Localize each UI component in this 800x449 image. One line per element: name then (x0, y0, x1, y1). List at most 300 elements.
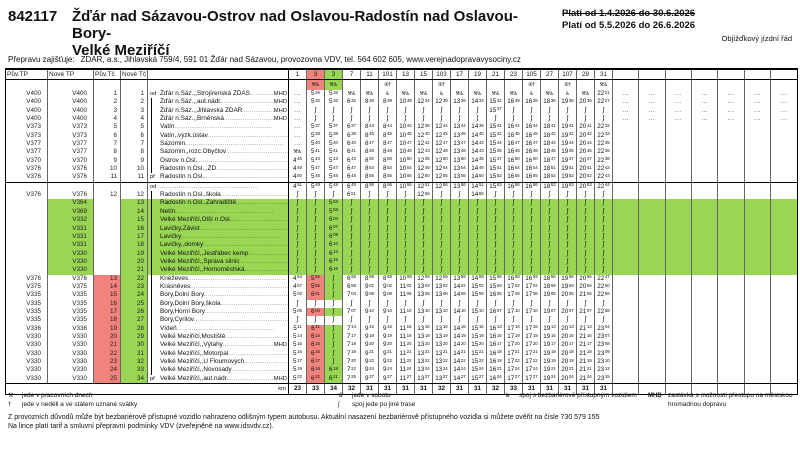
empty-cell (745, 300, 771, 308)
time-cell (541, 250, 559, 258)
wavy-line-icon: ∫ (440, 224, 443, 232)
empty-cell (692, 107, 718, 115)
empty-cell (692, 308, 718, 316)
wavy-line-icon: ∫ (548, 216, 551, 224)
wavy-line-icon: ∫ (458, 232, 461, 240)
time-cell: $8^{48}$ (379, 148, 397, 156)
wavy-line-icon: ∫ (476, 299, 479, 307)
time-cell: $12^{59}$ (433, 275, 451, 283)
time-cell: $22^{44}$ (595, 183, 613, 191)
time-cell: $13^{39}$ (451, 98, 469, 106)
saturday-sunday-icon: ⑥† (384, 82, 391, 88)
time-cell (415, 258, 433, 266)
time-cell: $15^{52}$ (487, 173, 505, 181)
wavy-line-icon: ∫ (584, 249, 587, 257)
empty-cell (666, 366, 692, 374)
time-cell (397, 250, 415, 258)
workdays-wheelchair-icon: ⚒♿ (473, 91, 482, 97)
time-cell: $20^{07}$ (559, 308, 577, 316)
time-cell: $13^{19}$ (433, 333, 451, 341)
wavy-line-icon: ∫ (314, 224, 317, 232)
empty-cell (639, 107, 665, 115)
original-stop-number: 25 (94, 375, 121, 383)
route-line (151, 266, 152, 274)
wavy-line-icon: ∫ (296, 241, 299, 249)
time-cell: $8^{47}$ (361, 140, 379, 148)
wavy-line-icon: ∫ (512, 241, 515, 249)
original-tp-cell: V370 (6, 157, 48, 165)
time-cell: $8^{45}$ (361, 132, 379, 140)
wavy-line-icon: ∫ (602, 266, 605, 274)
time-cell (433, 115, 451, 123)
empty-cell (718, 80, 744, 90)
wavy-line-icon: ∫ (296, 191, 299, 199)
wavy-line-icon: ∫ (314, 191, 317, 199)
empty-cell (692, 258, 718, 266)
trip-number: 15 (415, 70, 433, 79)
empty-cell (771, 98, 797, 106)
time-cell (451, 115, 469, 123)
wavy-line-icon: ∫ (512, 316, 515, 324)
empty-cell (771, 325, 797, 333)
wavy-line-icon: ∫ (386, 224, 389, 232)
time-cell (289, 241, 307, 249)
continuation-dots: ... (701, 91, 708, 97)
empty-cell (639, 375, 665, 383)
new-tp-cell: V369 (48, 208, 94, 216)
time-cell: $20^{16}$ (559, 333, 577, 341)
wavy-line-icon: ∫ (440, 299, 443, 307)
empty-cell (639, 316, 665, 324)
empty-cell (692, 350, 718, 358)
time-cell: $13^{08}$ (415, 291, 433, 299)
wavy-line-icon: ∫ (458, 266, 461, 274)
empty-cell (666, 183, 692, 191)
wavy-line-icon: ∫ (314, 266, 317, 274)
time-cell (307, 225, 325, 233)
wavy-line-icon: ∫ (404, 224, 407, 232)
wavy-line-icon: ∫ (512, 232, 515, 240)
route-line (151, 98, 152, 106)
time-cell: $16^{50}$ (523, 157, 541, 165)
time-cell: $10^{45}$ (397, 132, 415, 140)
dot-leader (248, 250, 288, 258)
empty-cell (692, 300, 718, 308)
time-cell (361, 115, 379, 123)
time-cell (325, 107, 343, 115)
new-stop-number: 7 (121, 140, 148, 148)
new-stop-number: 13 (121, 199, 148, 207)
wavy-line-icon: ∫ (332, 332, 335, 340)
time-cell (361, 266, 379, 274)
time-cell (541, 107, 559, 115)
time-cell: $14^{42}$ (469, 140, 487, 148)
trip-number: 3 (307, 70, 325, 79)
time-cell: $12^{40}$ (415, 132, 433, 140)
route-prefix (148, 350, 159, 358)
empty-cell (745, 183, 771, 191)
stop-name-cell (159, 233, 289, 241)
wavy-line-icon: ∫ (530, 207, 533, 215)
dot-leader (174, 123, 288, 131)
time-cell: $15^{32}$ (487, 98, 505, 106)
time-cell: $12^{48}$ (433, 148, 451, 156)
new-tp-cell: V330 (48, 341, 94, 349)
new-stop-number: 17 (121, 233, 148, 241)
empty-trip-header (613, 70, 639, 79)
wavy-line-icon: ∫ (458, 106, 461, 114)
time-cell (379, 250, 397, 258)
time-cell: $5^{41}$ (307, 148, 325, 156)
stop-name-cell (159, 165, 289, 173)
time-cell (541, 216, 559, 224)
wavy-line-icon: ∫ (494, 115, 497, 123)
continuation-dots: ... (648, 107, 656, 114)
time-cell: $23^{10}$ (595, 358, 613, 366)
time-cell: $6^{16}$ (307, 350, 325, 358)
time-cell: $6^{48}$ (343, 173, 361, 181)
empty-cell (613, 80, 639, 90)
time-cell (595, 191, 613, 199)
time-cell: $18^{53}$ (541, 183, 559, 191)
empty-cell (613, 98, 639, 106)
time-cell (361, 250, 379, 258)
wavy-line-icon: ∫ (530, 106, 533, 114)
time-cell (433, 225, 451, 233)
wavy-line-icon: ∫ (368, 232, 371, 240)
empty-cell (639, 241, 665, 249)
new-stop-number: 10 (121, 165, 148, 173)
stop-name-cell (159, 308, 289, 316)
time-cell (505, 258, 523, 266)
wavy-line-icon: ∫ (404, 266, 407, 274)
empty-cell (745, 366, 771, 374)
empty-cell (745, 308, 771, 316)
continuation-dots: ... (675, 91, 682, 97)
wavy-line-icon: ∫ (512, 191, 515, 199)
time-cell (343, 300, 361, 308)
time-cell: $5^{52}$ (307, 275, 325, 283)
stop-name: Velké Meziříčí,,U Floumových (160, 358, 245, 365)
wavy-line-icon: ∫ (368, 224, 371, 232)
empty-cell (692, 157, 718, 165)
time-cell (523, 199, 541, 207)
time-cell: $6^{14}$ (307, 333, 325, 341)
original-tp-cell (6, 208, 48, 216)
wavy-line-icon: ∫ (404, 232, 407, 240)
stop-name-cell (159, 173, 289, 181)
empty-cell (718, 115, 744, 123)
stop-name-cell (159, 350, 289, 358)
wavy-line-icon: ∫ (530, 299, 533, 307)
route-line (151, 216, 152, 224)
empty-cell (745, 250, 771, 258)
time-cell: $13^{20}$ (415, 341, 433, 349)
empty-cell (771, 225, 797, 233)
empty-cell (771, 350, 797, 358)
time-cell: $16^{47}$ (523, 140, 541, 148)
route-line (151, 300, 152, 308)
time-cell (469, 250, 487, 258)
route-line (151, 225, 152, 233)
time-cell: $13^{16}$ (415, 325, 433, 333)
time-cell: $12^{59}$ (415, 275, 433, 283)
time-cell: $9^{24}$ (361, 366, 379, 374)
empty-cell (745, 233, 771, 241)
time-cell: $5^{40}$ (325, 140, 343, 148)
route-prefix (148, 283, 159, 291)
table-row (6, 258, 797, 266)
time-cell: $11^{10}$ (397, 308, 415, 316)
empty-cell (718, 233, 744, 241)
time-cell: $14^{49}$ (469, 165, 487, 173)
new-tp-cell: V330 (48, 375, 94, 383)
time-cell (289, 123, 307, 131)
wavy-line-icon: ∫ (332, 282, 335, 290)
dot-leader (236, 199, 288, 207)
workdays-wheelchair-icon: ⚒♿ (599, 82, 608, 88)
time-cell (379, 258, 397, 266)
time-cell: $22^{32}$ (595, 123, 613, 131)
wavy-line-icon: ∫ (476, 216, 479, 224)
time-cell: $4^{50}$ (289, 173, 307, 181)
wavy-line-icon: ∫ (314, 216, 317, 224)
dot-leader (224, 115, 274, 123)
empty-cell (745, 266, 771, 274)
time-cell (451, 241, 469, 249)
stop-name: Žďár n.Sáz.,,Brněnská (160, 115, 224, 123)
continuation-dots: ... (675, 107, 682, 114)
original-stop-number: 24 (94, 366, 121, 374)
time-cell (451, 199, 469, 207)
wavy-line-icon: ∫ (404, 115, 407, 123)
empty-cell (666, 283, 692, 291)
trip-number: 103 (433, 70, 451, 79)
time-cell (361, 90, 379, 98)
route-prefix (148, 300, 159, 308)
original-stop-number: 1 (94, 90, 121, 98)
time-cell (451, 225, 469, 233)
wavy-line-icon: ∫ (386, 241, 389, 249)
wavy-line-icon: ∫ (440, 241, 443, 249)
trip-symbols (379, 80, 397, 90)
time-cell: $19^{56}$ (559, 275, 577, 283)
time-cell (361, 191, 379, 199)
time-cell: $10^{44}$ (397, 123, 415, 131)
time-cell: $13^{21}$ (415, 350, 433, 358)
stop-name: Vatín,,výzk.ústav (160, 131, 208, 139)
time-cell (325, 333, 343, 341)
wavy-line-icon: ∫ (584, 207, 587, 215)
stop-name-cell (159, 98, 289, 106)
time-cell: $5^{19}$ (289, 366, 307, 374)
empty-cell (666, 291, 692, 299)
wavy-line-icon: ∫ (386, 249, 389, 257)
workdays-wheelchair-icon: ⚒♿ (311, 82, 320, 88)
time-cell: $20^{19}$ (559, 358, 577, 366)
empty-cell (718, 123, 744, 131)
stop-name: Kněževes (160, 274, 189, 282)
wavy-line-icon: ∫ (494, 191, 497, 199)
wavy-line-icon: ∫ (386, 199, 389, 207)
wavy-line-icon: ∫ (548, 106, 551, 114)
route-prefix: od (150, 91, 157, 97)
time-cell: $10^{55}$ (397, 173, 415, 181)
time-cell (559, 191, 577, 199)
time-cell: $12^{42}$ (415, 140, 433, 148)
time-cell (559, 266, 577, 274)
continuation-dots: ... (754, 91, 761, 97)
wavy-line-icon: ∫ (368, 115, 371, 123)
time-cell (379, 191, 397, 199)
new-stop-number: 14 (121, 208, 148, 216)
time-cell: $19^{42}$ (559, 132, 577, 140)
time-cell (325, 275, 343, 283)
stop-name: Sazomín,,rozc.Obyčtov (160, 148, 227, 156)
time-cell: $16^{45}$ (505, 132, 523, 140)
empty-cell (745, 115, 771, 123)
time-cell (289, 132, 307, 140)
time-cell: $7^{25}$ (343, 375, 361, 383)
time-cell: $8^{39}$ (361, 98, 379, 106)
km-label: km (278, 386, 286, 393)
wheelchair-icon: ♿ (529, 91, 534, 97)
empty-cell (613, 165, 639, 173)
time-cell: $17^{16}$ (523, 325, 541, 333)
new-tp-cell: V376 (48, 173, 94, 181)
wavy-line-icon: ∫ (584, 316, 587, 324)
empty-cell (639, 333, 665, 341)
continuation-dots: ... (622, 91, 629, 97)
time-cell: $15^{56}$ (487, 275, 505, 283)
time-cell (595, 233, 613, 241)
empty-cell (771, 132, 797, 140)
wavy-line-icon: ∫ (368, 241, 371, 249)
route-line (151, 140, 152, 148)
empty-cell (639, 283, 665, 291)
empty-cell (613, 225, 639, 233)
stop-name: Velké Meziříčí,Olší n.Osl. (160, 216, 232, 224)
time-cell (361, 208, 379, 216)
empty-cell (613, 333, 639, 341)
time-cell (577, 216, 595, 224)
wavy-line-icon: ∫ (584, 106, 587, 114)
time-cell (541, 199, 559, 207)
time-cell: $8^{47}$ (379, 140, 397, 148)
new-stop-number: 34 (121, 375, 148, 383)
operator-value: ZDAR, a.s., Jihlavská 759/4, 591 01 Žďár nad Sázavou, provozovna VDV, tel. 564 602 605, www.verejnadopravavysociny.cz (80, 55, 521, 64)
time-cell: $6^{43}$ (343, 157, 361, 165)
time-cell (559, 300, 577, 308)
time-cell (307, 115, 325, 123)
km-value: 31 (415, 384, 433, 394)
time-cell (595, 199, 613, 207)
time-cell (469, 216, 487, 224)
time-cell: $15^{47}$ (487, 157, 505, 165)
time-cell: $13^{48}$ (451, 148, 469, 156)
km-value: 32 (343, 384, 361, 394)
wavy-line-icon: ∫ (512, 299, 515, 307)
time-cell: $16^{54}$ (505, 165, 523, 173)
original-stop-number (94, 241, 121, 249)
time-cell (577, 199, 595, 207)
empty-cell (666, 341, 692, 349)
time-cell (307, 199, 325, 207)
wavy-line-icon: ∫ (548, 199, 551, 207)
new-tp-cell: V332 (48, 216, 94, 224)
route-line (151, 341, 152, 349)
empty-cell (692, 98, 718, 106)
continuation-dots: ... (622, 116, 629, 123)
wavy-line-icon: ∫ (530, 266, 533, 274)
workdays-icon: ⚒ (8, 393, 14, 399)
empty-cell (745, 275, 771, 283)
time-cell: $20^{24}$ (559, 375, 577, 383)
time-cell (379, 107, 397, 115)
empty-cell (692, 183, 718, 191)
empty-trip-header (718, 70, 744, 79)
time-cell (505, 115, 523, 123)
continuation-dots: ... (701, 116, 708, 123)
original-tp-cell: V377 (6, 140, 48, 148)
empty-cell (666, 316, 692, 324)
time-cell: $18^{41}$ (541, 123, 559, 131)
time-cell (343, 208, 361, 216)
time-cell: $7^{17}$ (343, 333, 361, 341)
empty-cell (639, 325, 665, 333)
time-cell (379, 208, 397, 216)
empty-cell (745, 208, 771, 216)
new-tp-cell: V331 (48, 233, 94, 241)
wavy-line-icon: ∫ (332, 316, 335, 324)
wavy-line-icon: ∫ (332, 349, 335, 357)
time-cell: $9^{21}$ (379, 350, 397, 358)
trip-number: 23 (505, 70, 523, 79)
time-cell (325, 358, 343, 366)
time-cell: $15^{44}$ (487, 140, 505, 148)
time-cell (379, 216, 397, 224)
time-cell: $13^{19}$ (415, 333, 433, 341)
dot-leader (200, 225, 288, 233)
time-cell (325, 316, 343, 324)
empty-cell (692, 165, 718, 173)
stop-name: Sazomín (160, 140, 186, 148)
empty-cell (718, 165, 744, 173)
time-cell: $8^{56}$ (379, 183, 397, 191)
time-cell: $22^{27}$ (595, 98, 613, 106)
original-tp-cell: V375 (6, 283, 48, 291)
continuation-dots: ... (701, 99, 708, 106)
time-cell: $16^{47}$ (505, 140, 523, 148)
time-cell (595, 107, 613, 115)
dot-leader (242, 107, 273, 115)
time-cell: $5^{38}$ (325, 132, 343, 140)
time-cell: $15^{02}$ (469, 283, 487, 291)
empty-cell (771, 258, 797, 266)
time-cell (343, 266, 361, 274)
wavy-line-icon: ∫ (494, 266, 497, 274)
time-cell (559, 216, 577, 224)
time-cell: $12^{39}$ (433, 98, 451, 106)
wavy-line-icon: ∫ (566, 191, 569, 199)
table-row (6, 140, 797, 148)
time-cell: $17^{02}$ (523, 283, 541, 291)
route-line (151, 132, 152, 140)
time-cell (469, 233, 487, 241)
empty-cell (639, 233, 665, 241)
time-cell (433, 216, 451, 224)
empty-cell (771, 191, 797, 199)
